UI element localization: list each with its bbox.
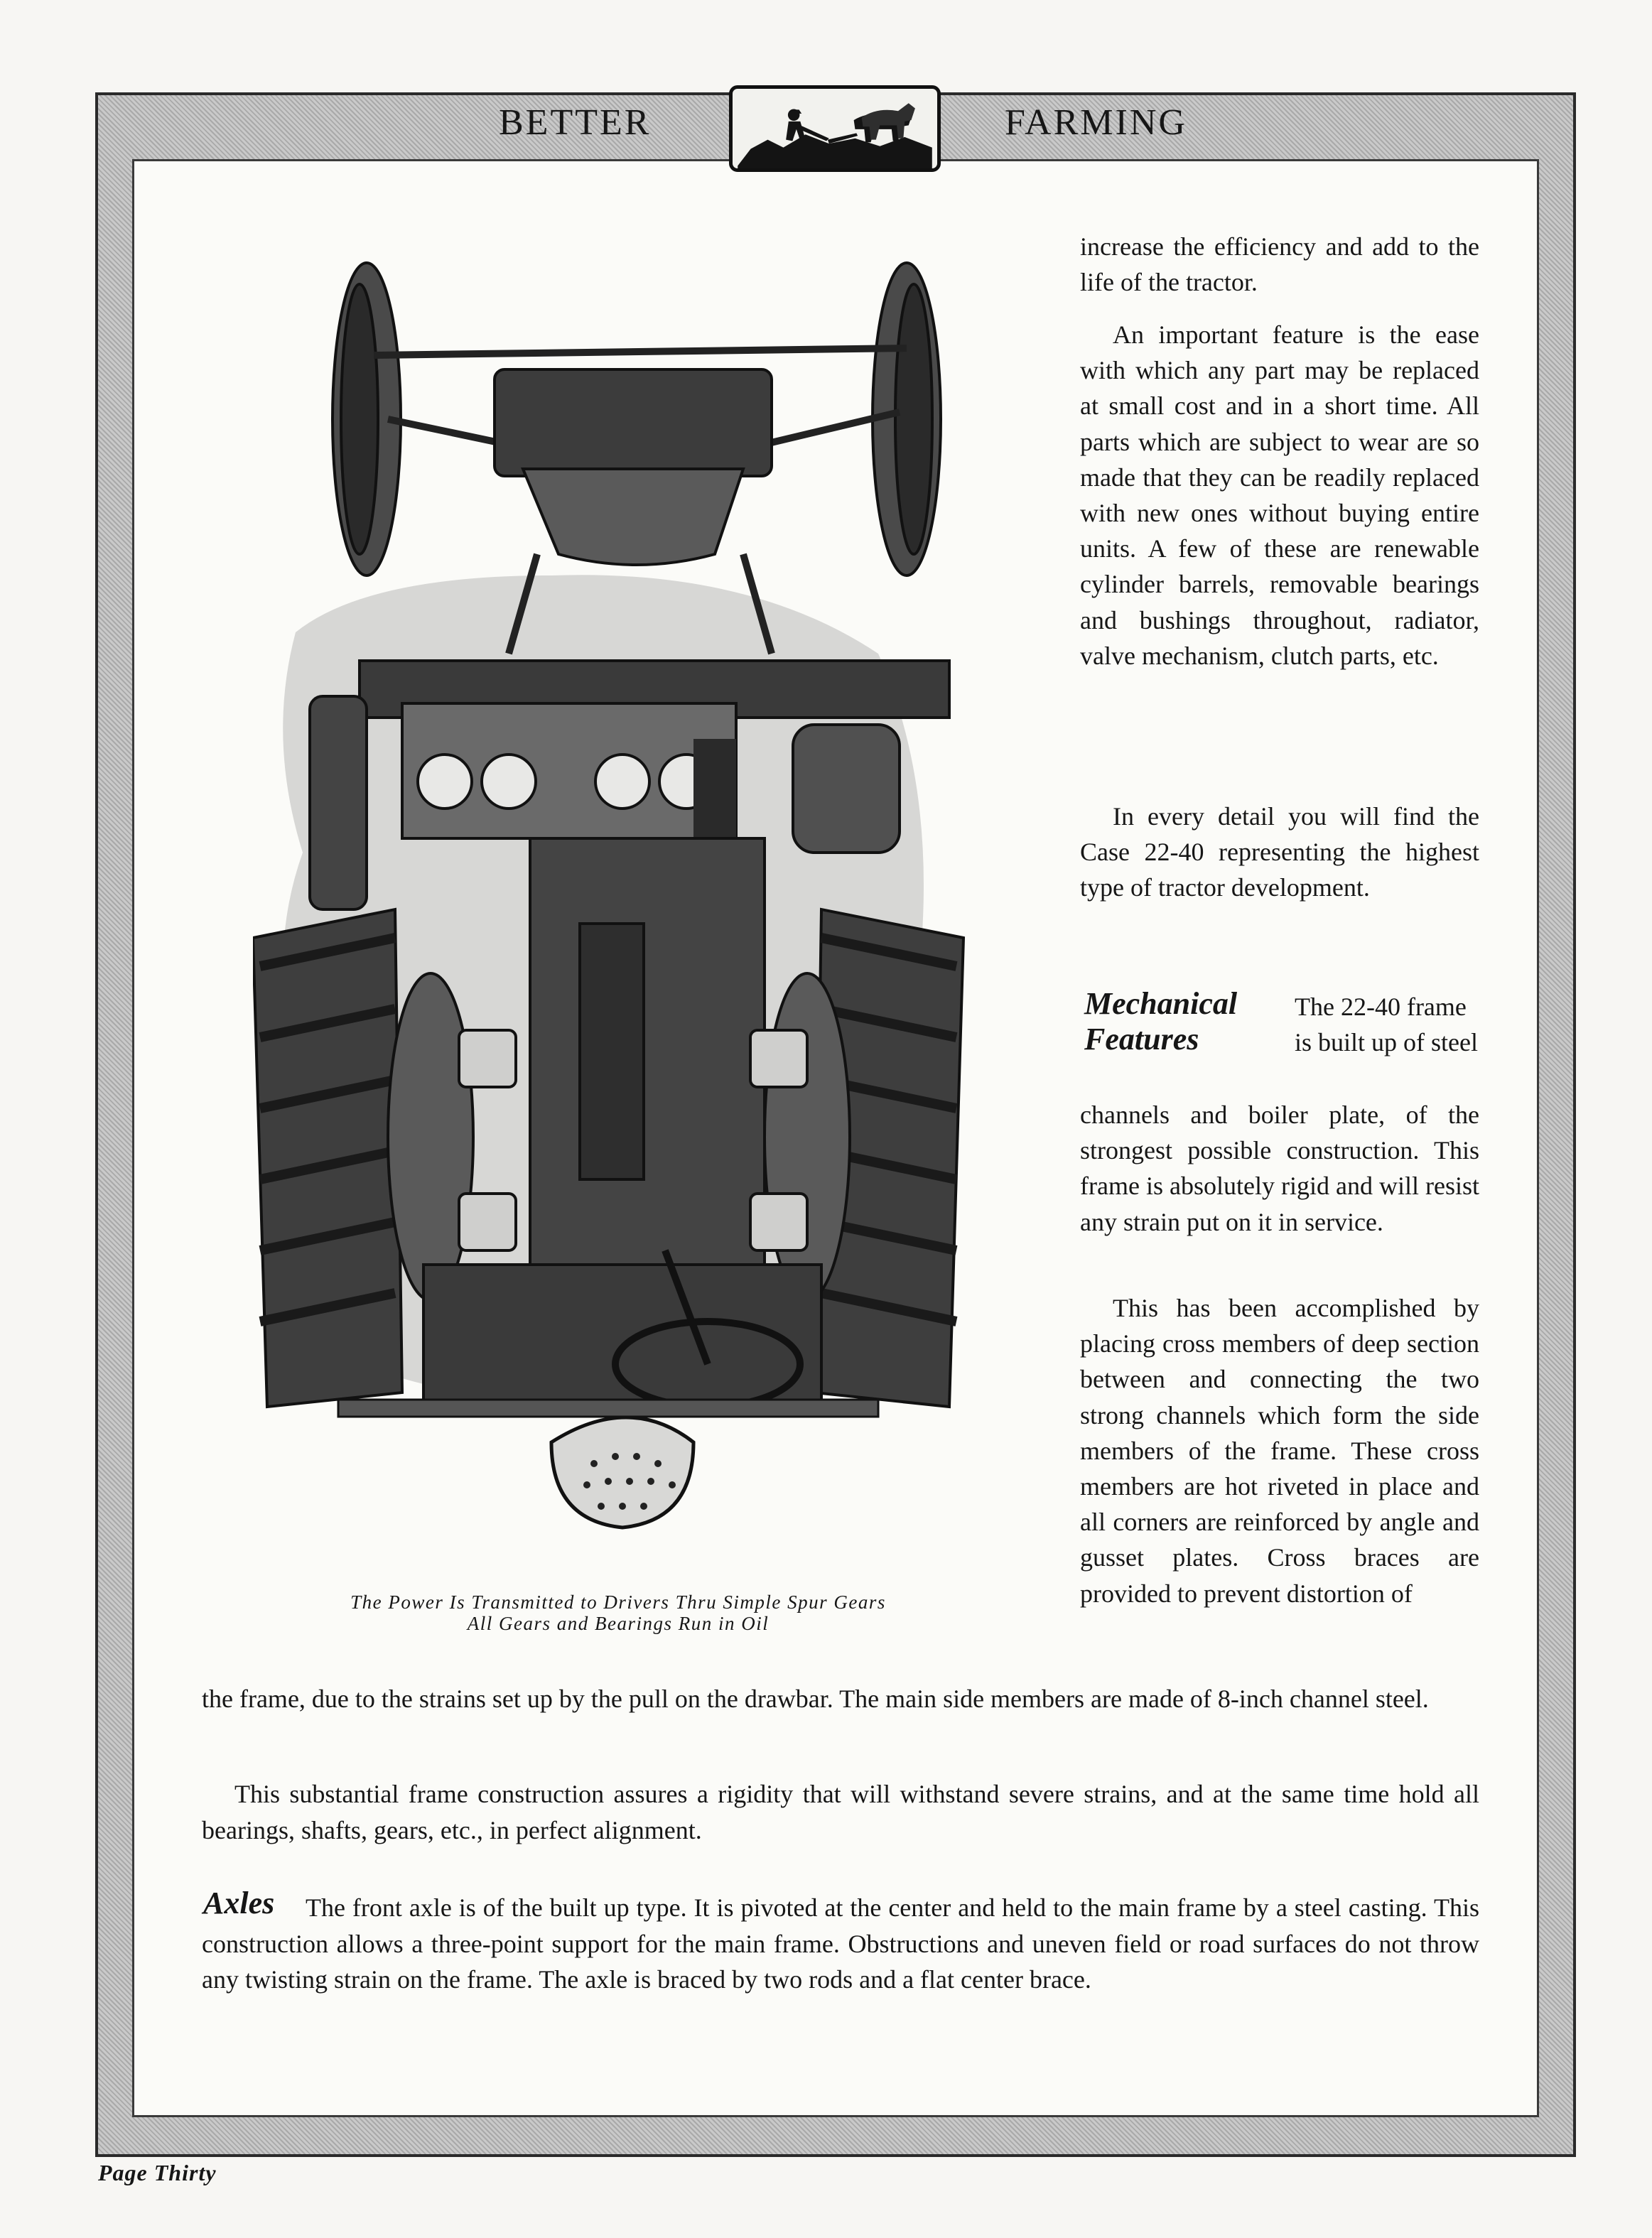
header-right-word: FARMING: [1005, 102, 1187, 143]
mechanical-features-heading: [1084, 986, 1297, 1057]
header-left-word: BETTER: [499, 102, 652, 143]
paragraph-alignment: This substantial frame construction assures a rigidity that will withstand severe strains, and at the same time hold all bearings, shafts, gears, etc., in perfect alignment.: [202, 1780, 1479, 1844]
illustration-caption: [256, 1591, 981, 1634]
page-number: Page Thirty: [98, 2160, 217, 2185]
farmer-plowing-with-horses-icon: [729, 85, 941, 172]
mechanical-heading-line-1: Mechanical: [1084, 986, 1238, 1021]
tractor-chassis-engraving-icon: [253, 242, 1035, 1584]
paragraph-cross-members: This has been accomplished by placing cross members of deep section between and connecting the two strong channels which form the side members of the frame. These cross members are hot riveted in place and all corners are reinforced by angle and gusset plates. Cross braces are provided to prevent distortion of: [1080, 1294, 1479, 1608]
mechanical-heading-line-2: Features: [1084, 1022, 1199, 1056]
caption-line-2: All Gears and Bearings Run in Oil: [467, 1613, 770, 1634]
paragraph-frame-rigid: channels and boiler plate, of the strongest possible construction. This frame is absolutely rigid and will resist any strain put on it in service.: [1080, 1101, 1479, 1236]
caption-line-1: The Power Is Transmitted to Drivers Thru Simple Spur Gears: [350, 1591, 886, 1613]
paragraph-efficiency: increase the efficiency and add to the life of the tractor.: [1080, 232, 1479, 297]
axles-heading: Axles: [203, 1886, 275, 1920]
paragraph-axles: The front axle is of the built up type. It is pivoted at the center and held to the main frame by a steel casting. This construction allows a three-point support for the main frame. Obstructions and uneven field or road surfaces do not throw any twisting strain on the frame. The axle is braced by two rods and a flat center brace.: [202, 1893, 1479, 1994]
paragraph-replacement: An important feature is the ease with which any part may be replaced at small cost and in a short time. All parts which are subject to wear are so made that they can be readily replaced with new ones without buying entire units. A few of these are renewable cylinder barrels, removable bearings and bushings throughout, radiator, valve mechanism, clutch parts, etc.: [1080, 320, 1479, 670]
paragraph-drawbar: the frame, due to the strains set up by the pull on the drawbar. The main side members are made of 8-inch channel steel.: [202, 1685, 1429, 1713]
mechanical-intro: The 22-40 frame is built up of steel: [1295, 993, 1478, 1057]
paragraph-development: In every detail you will find the Case 22-40 representing the highest type of tractor development.: [1080, 802, 1479, 902]
